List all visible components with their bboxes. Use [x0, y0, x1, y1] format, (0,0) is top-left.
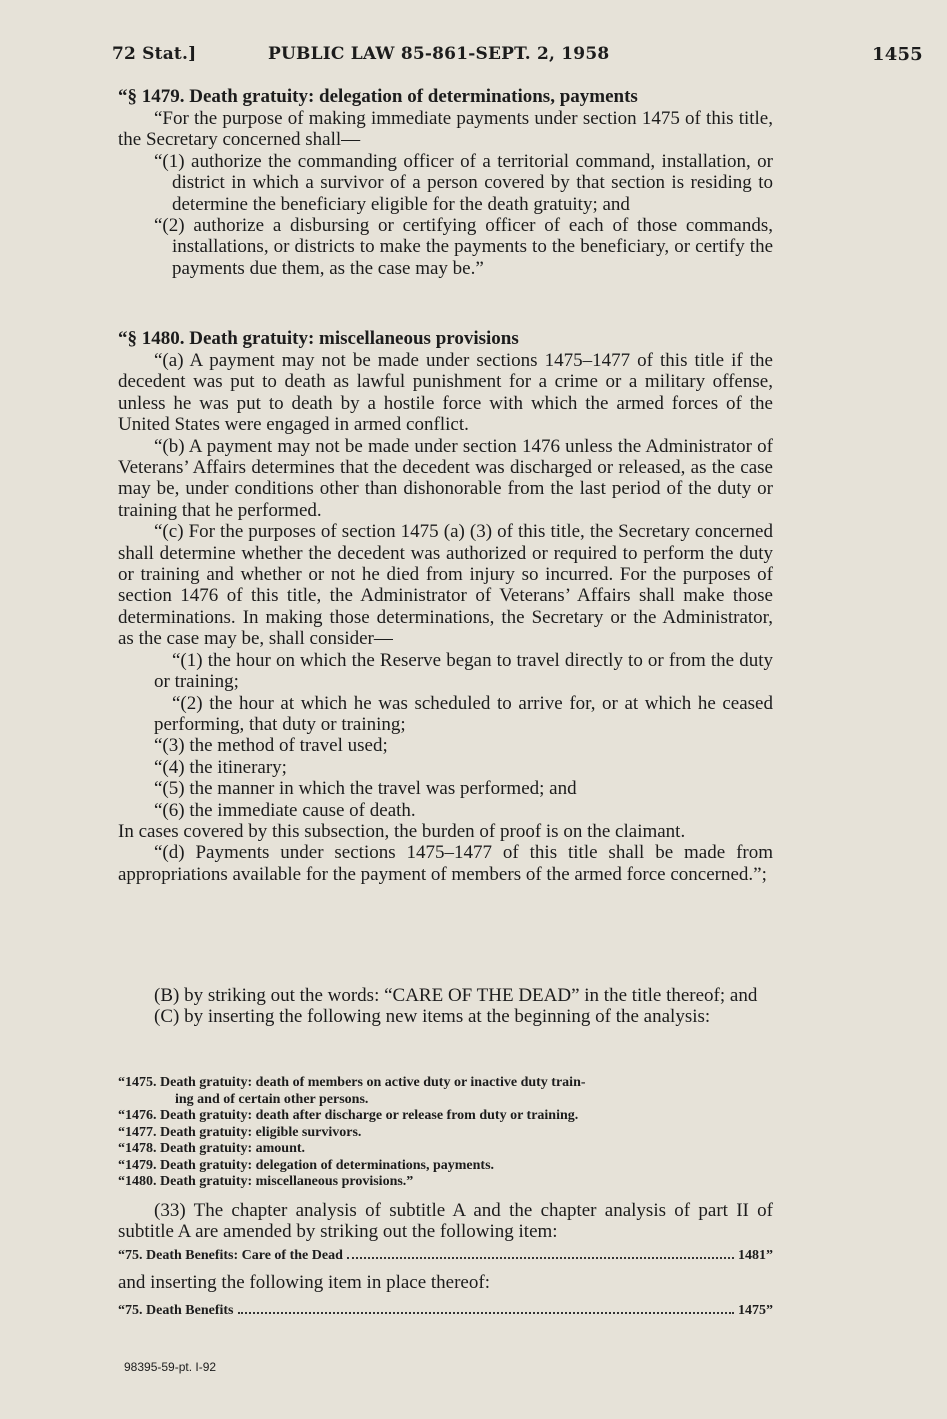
section-1480-heading: “§ 1480. Death gratuity: miscellaneous provisions	[118, 328, 519, 349]
analysis-list	[118, 1075, 773, 1191]
amendment-c: (C) by inserting the following new items at the beginning of the analysis:	[154, 1006, 711, 1028]
amendments	[118, 985, 773, 1028]
paragraph-33-text: (33) The chapter analysis of subtitle A and the chapter analysis of part II of subtitle A are amended by striking out the following item:	[118, 1200, 773, 1243]
section-1480	[118, 328, 773, 885]
clause-c3: “(3) the method of travel used;	[154, 735, 388, 757]
subsection-c: “(c) For the purposes of section 1475 (a) (3) of this title, the Secretary concerned shall determine whether the decedent was authorized or required to perform the duty or training and whether or not he died from injury so incurred. For the purposes of section 1476 of this title, the Administrator of Veterans’ Affairs shall make those determinations. In making those determinations, the Secretary or the Administrator, as the case may be, shall consider—	[118, 521, 773, 650]
print-code-footer: 98395-59-pt. I-92	[124, 1360, 217, 1374]
clause-c6: “(6) the immediate cause of death.	[154, 799, 416, 821]
old-item-line	[118, 1248, 773, 1264]
analysis-item-1476: “1476. Death gratuity: death after discharge or release from duty or training.	[118, 1108, 579, 1123]
section-1479-item-1: “(1) authorize the commanding officer of a territorial command, installation, or district in which a survivor of a person covered by that section is residing to determine the beneficiary eligible for the death gratuity; and	[154, 150, 773, 215]
analysis-item-1479: “1479. Death gratuity: delegation of determinations, payments.	[118, 1157, 495, 1173]
clause-c1: “(1) the hour on which the Reserve began to travel directly to or from the duty or training;	[154, 649, 773, 693]
section-1479-heading: “§ 1479. Death gratuity: delegation of determinations, payments	[118, 86, 638, 107]
old-item-label: “75. Death Benefits: Care of the Dead	[118, 1248, 343, 1263]
subsection-d: “(d) Payments under sections 1475–1477 of this title shall be made from appropriations available for the payment of members of the armed force concerned.”;	[118, 842, 773, 885]
running-header: PUBLIC LAW 85-861-SEPT. 2, 1958	[268, 44, 610, 64]
amendment-b: (B) by striking out the words: “CARE OF THE DEAD” in the title thereof; and	[154, 985, 758, 1006]
clause-c2: “(2) the hour at which he was scheduled to arrive for, or at which he ceased performing, that duty or training;	[154, 692, 773, 735]
burden-of-proof: In cases covered by this subsection, the burden of proof is on the claimant.	[118, 820, 686, 842]
subsection-a: “(a) A payment may not be made under sections 1475–1477 of this title if the decedent was put to death as lawful punishment for a crime or a military offense, unless he was put to death by a hostile force with which the armed forces of the United States were engaged in armed conflict.	[118, 350, 773, 436]
analysis-item-1475-line2: ing and of certain other persons.	[175, 1091, 369, 1107]
analysis-item-1475-line1: “1475. Death gratuity: death of members on active duty or inactive duty train-	[118, 1075, 586, 1090]
analysis-item-1478: “1478. Death gratuity: amount.	[118, 1141, 306, 1156]
analysis-item-1480: “1480. Death gratuity: miscellaneous provisions.”	[118, 1174, 414, 1189]
section-1479	[118, 86, 773, 279]
insert-line	[118, 1272, 773, 1293]
page-number: 1455	[872, 44, 923, 65]
paragraph-33	[118, 1200, 773, 1243]
analysis-item-1477: “1477. Death gratuity: eligible survivors.	[118, 1124, 362, 1140]
section-1479-intro: “For the purpose of making immediate payments under section 1475 of this title, the Secretary concerned shall—	[118, 108, 773, 151]
section-1479-item-2: “(2) authorize a disbursing or certifying officer of each of those commands, installations, or districts to make the payments to the beneficiary, or certify the payments due them, as the case may be.”	[154, 215, 773, 279]
new-item-line	[118, 1303, 773, 1319]
analysis-item-1475	[118, 1075, 773, 1108]
leader-dots	[347, 1257, 734, 1259]
leader-dots	[238, 1312, 735, 1314]
clause-c4: “(4) the itinerary;	[154, 756, 287, 778]
clause-c5: “(5) the manner in which the travel was performed; and	[154, 778, 577, 800]
insert-text: and inserting the following item in place thereof:	[118, 1272, 490, 1293]
new-item-label: “75. Death Benefits	[118, 1303, 234, 1318]
statute-reference: 72 Stat.]	[112, 44, 197, 64]
old-item-number: 1481”	[738, 1248, 773, 1263]
new-item-number: 1475”	[738, 1303, 773, 1318]
subsection-b: “(b) A payment may not be made under section 1476 unless the Administrator of Veterans’ Affairs determines that the decedent was discharged or released, as the case may be, under conditions other than dishonorable from the last period of the duty or training that he performed.	[118, 435, 773, 521]
